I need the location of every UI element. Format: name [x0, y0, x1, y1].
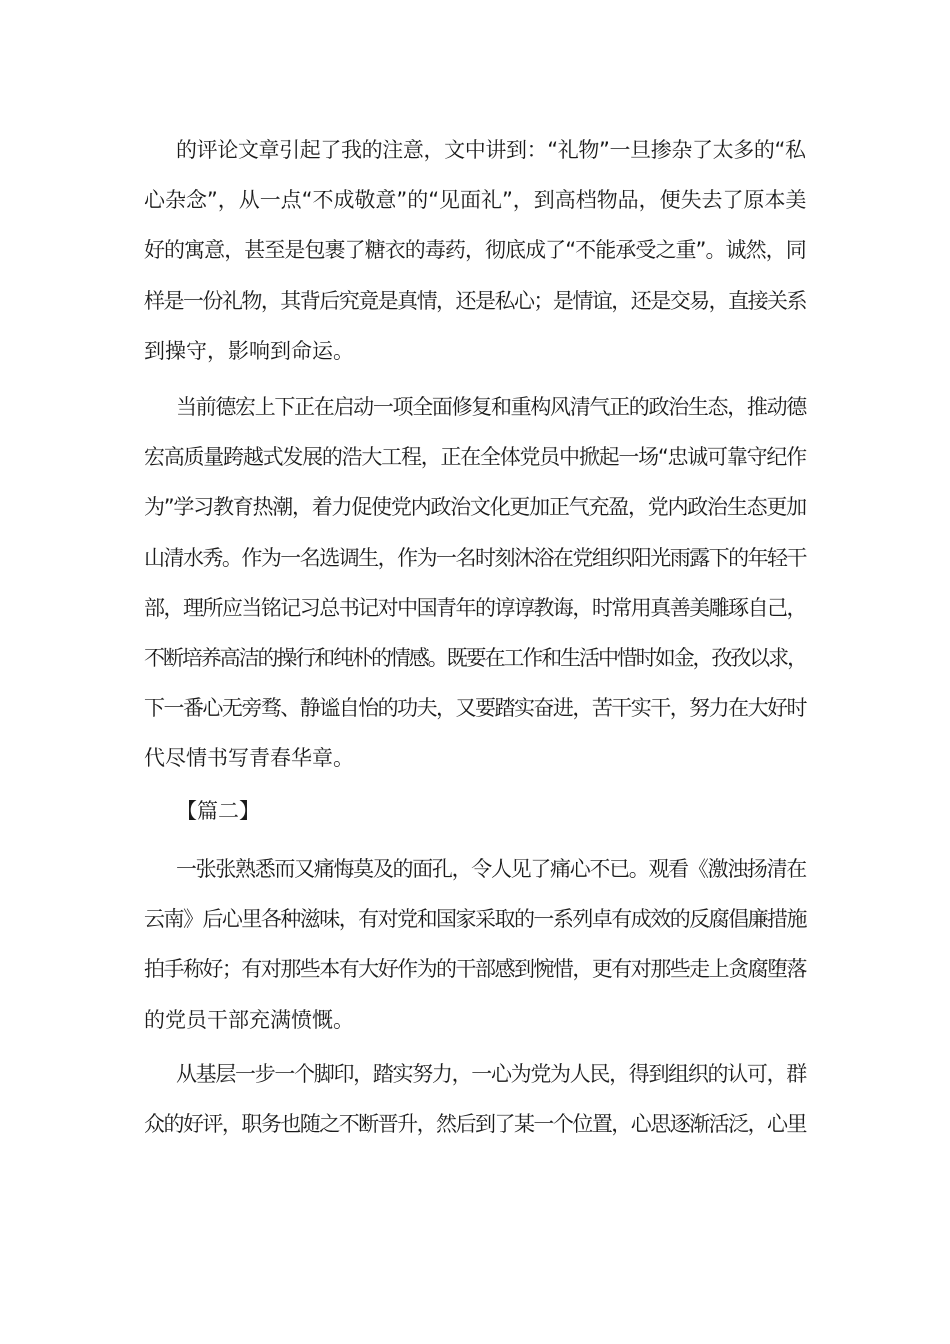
paragraph-2-line-1: 当前德宏上下正在启动一项全面修复和重构风清气正的政治生态，推动德 [176, 395, 806, 419]
paragraph-1-line-5: 到操守，影响到命运。 [144, 339, 354, 363]
paragraph-2-line-6: 不断培养高洁的操行和纯朴的情感。既要在工作和生活中惜时如金，孜孜以求， [144, 646, 806, 670]
paragraph-2-line-5: 部，理所应当铭记习总书记对中国青年的谆谆教诲，时常用真善美雕琢自己， [144, 596, 806, 620]
section-heading: 【篇二】 [176, 799, 260, 823]
paragraph-2-line-4: 山清水秀。作为一名选调生，作为一名时刻沐浴在党组织阳光雨露下的年轻干 [144, 546, 806, 570]
paragraph-4-line-2: 众的好评，职务也随之不断晋升，然后到了某一个位置，心思逐渐活泛，心里 [144, 1112, 806, 1136]
paragraph-1-line-4: 样是一份礼物，其背后究竟是真情，还是私心；是情谊，还是交易，直接关系 [144, 289, 806, 313]
paragraph-4-line-1: 从基层一步一个脚印，踏实努力，一心为党为人民，得到组织的认可，群 [176, 1062, 806, 1086]
paragraph-2-line-7: 下一番心无旁骛、静谧自怡的功夫，又要踏实奋进，苦干实干，努力在大好时 [144, 696, 806, 720]
paragraph-3-line-2: 云南》后心里各种滋味，有对党和国家采取的一系列卓有成效的反腐倡廉措施 [144, 907, 806, 931]
paragraph-3-line-4: 的党员干部充满愤慨。 [144, 1008, 354, 1032]
paragraph-2-line-3: 为”学习教育热潮，着力促使党内政治文化更加正气充盈，党内政治生态更加 [144, 495, 806, 519]
paragraph-3-line-3: 拍手称好；有对那些本有大好作为的干部感到惋惜，更有对那些走上贪腐堕落 [144, 957, 806, 981]
paragraph-2-line-8: 代尽情书写青春华章。 [144, 746, 354, 770]
paragraph-3-line-1: 一张张熟悉而又痛悔莫及的面孔，令人见了痛心不已。观看《激浊扬清在 [176, 857, 806, 881]
paragraph-1-line-3: 好的寓意，甚至是包裹了糖衣的毒药，彻底成了“不能承受之重”。诚然，同 [144, 238, 806, 262]
paragraph-1-line-1: 的评论文章引起了我的注意，文中讲到：“礼物”一旦掺杂了太多的“私 [176, 138, 806, 162]
paragraph-2-line-2: 宏高质量跨越式发展的浩大工程，正在全体党员中掀起一场“忠诚可靠守纪作 [144, 445, 806, 469]
paragraph-1-line-2: 心杂念”，从一点“不成敬意”的“见面礼”，到高档物品，便失去了原本美 [144, 188, 807, 212]
